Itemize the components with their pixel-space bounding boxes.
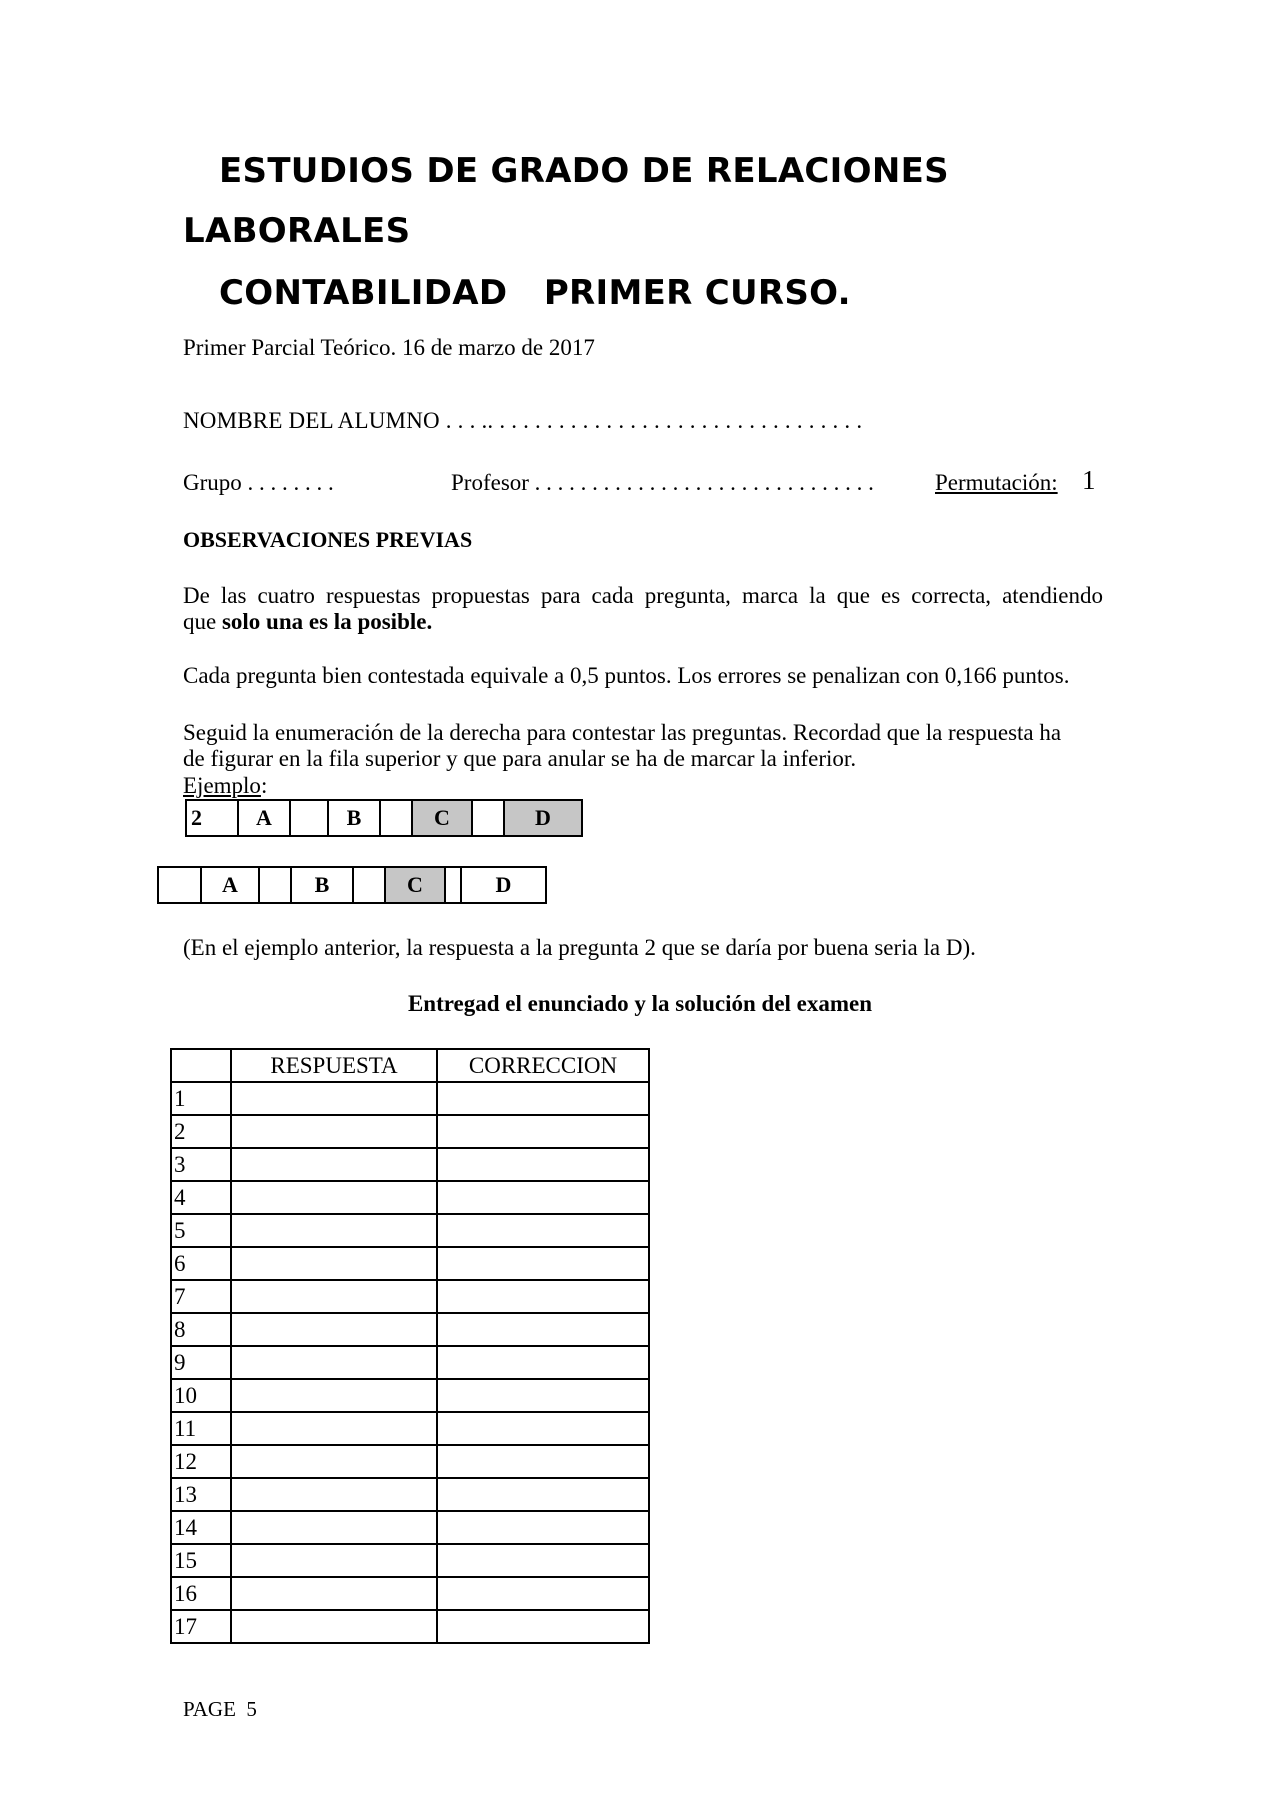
answer-header-correccion: CORRECCION: [437, 1049, 649, 1082]
question-number: 1: [171, 1082, 231, 1115]
table-row: [171, 1412, 649, 1445]
table-row: [171, 1247, 649, 1280]
question-number: 10: [171, 1379, 231, 1412]
answer-cell[interactable]: [231, 1247, 437, 1280]
group-field: Grupo . . . . . . . .: [183, 470, 334, 495]
correction-cell: [437, 1214, 649, 1247]
example-label: [183, 773, 267, 799]
question-number: 9: [171, 1346, 231, 1379]
example-cancel-number: [158, 867, 201, 903]
answer-table: [170, 1048, 650, 1644]
question-number: 8: [171, 1313, 231, 1346]
answer-cell[interactable]: [231, 1082, 437, 1115]
title-line-2: LABORALES: [183, 211, 411, 251]
answer-cell[interactable]: [231, 1445, 437, 1478]
title-line-1: ESTUDIOS DE GRADO DE RELACIONES: [219, 151, 949, 191]
question-number: 6: [171, 1247, 231, 1280]
correction-cell: [437, 1445, 649, 1478]
table-row: [171, 1346, 649, 1379]
observation-1-line-2: [183, 609, 432, 635]
table-row: [171, 1511, 649, 1544]
observation-2: Cada pregunta bien contestada equivale a 0,5 puntos. Los errores se penalizan con 0,166 puntos.: [183, 663, 1070, 688]
example-option-c: C: [412, 800, 472, 836]
correction-cell: [437, 1379, 649, 1412]
answer-cell[interactable]: [231, 1181, 437, 1214]
answer-cell[interactable]: [231, 1511, 437, 1544]
correction-cell: [437, 1478, 649, 1511]
table-row: [171, 1313, 649, 1346]
table-row: [171, 1115, 649, 1148]
page-number: PAGE 5: [183, 1697, 257, 1721]
table-row: [171, 1445, 649, 1478]
observations-heading: OBSERVACIONES PREVIAS: [183, 527, 473, 552]
answer-table-header: [171, 1049, 649, 1082]
answer-header-respuesta: RESPUESTA: [231, 1049, 437, 1082]
correction-cell: [437, 1148, 649, 1181]
example-cancel-row: [157, 866, 547, 904]
correction-cell: [437, 1082, 649, 1115]
question-number: 12: [171, 1445, 231, 1478]
table-row: [171, 1082, 649, 1115]
example-cancel-option-a: A: [201, 867, 259, 903]
question-number: 7: [171, 1280, 231, 1313]
correction-cell: [437, 1412, 649, 1445]
answer-cell[interactable]: [231, 1214, 437, 1247]
example-cancel-box-a: [259, 867, 291, 903]
correction-cell: [437, 1181, 649, 1214]
example-label-text: Ejemplo: [183, 773, 261, 798]
table-row: [171, 1280, 649, 1313]
correction-cell: [437, 1115, 649, 1148]
professor-field: Profesor . . . . . . . . . . . . . . . . . . . . . . . . . . . . . .: [451, 470, 874, 495]
correction-cell: [437, 1511, 649, 1544]
table-row: [171, 1610, 649, 1643]
answer-cell[interactable]: [231, 1610, 437, 1643]
permutation-label-text: Permutación:: [935, 470, 1058, 495]
question-number: 3: [171, 1148, 231, 1181]
example-cancel-box-b: [353, 867, 385, 903]
question-number: 4: [171, 1181, 231, 1214]
correction-cell: [437, 1313, 649, 1346]
question-number: 16: [171, 1577, 231, 1610]
table-row: [171, 1379, 649, 1412]
example-cancel-box-c: [445, 867, 461, 903]
question-number: 11: [171, 1412, 231, 1445]
correction-cell: [437, 1544, 649, 1577]
observation-1-prefix: que: [183, 609, 222, 634]
table-row: [171, 1148, 649, 1181]
table-row: [171, 1214, 649, 1247]
correction-cell: [437, 1247, 649, 1280]
permutation-label: [935, 470, 1058, 496]
question-number: 5: [171, 1214, 231, 1247]
example-cancel-option-d: D: [461, 867, 546, 903]
observation-1-emphasis: solo una es la posible.: [221, 609, 433, 634]
table-row: [171, 1478, 649, 1511]
example-box-b: [380, 800, 412, 836]
answer-cell[interactable]: [231, 1412, 437, 1445]
observation-3-line-2: de figurar en la fila superior y que para anular se ha de marcar la inferior.: [183, 746, 857, 771]
example-option-b: B: [328, 800, 380, 836]
observation-3-line-1: Seguid la enumeración de la derecha para contestar las preguntas. Recordad que la respuesta ha: [183, 720, 1062, 745]
answer-cell[interactable]: [231, 1577, 437, 1610]
example-option-d: D: [504, 800, 582, 836]
example-box-a: [290, 800, 328, 836]
example-label-colon: :: [260, 773, 268, 798]
example-note: (En el ejemplo anterior, la respuesta a la pregunta 2 que se daría por buena seria la D).: [183, 935, 976, 960]
answer-header-number: [171, 1049, 231, 1082]
example-cancel-option-c: C: [385, 867, 445, 903]
answer-cell[interactable]: [231, 1478, 437, 1511]
answer-cell[interactable]: [231, 1115, 437, 1148]
answer-cell[interactable]: [231, 1148, 437, 1181]
answer-cell[interactable]: [231, 1544, 437, 1577]
question-number: 17: [171, 1610, 231, 1643]
example-option-a: A: [238, 800, 290, 836]
permutation-value: 1: [1082, 465, 1096, 495]
correction-cell: [437, 1346, 649, 1379]
student-name-field: NOMBRE DEL ALUMNO . . . .. . . . . . . . . . . . . . . . . . . . . . . . . . . . . . . .: [183, 408, 863, 433]
example-cancel-option-b: B: [291, 867, 353, 903]
table-row: [171, 1181, 649, 1214]
question-number: 2: [171, 1115, 231, 1148]
question-number: 13: [171, 1478, 231, 1511]
question-number: 14: [171, 1511, 231, 1544]
submission-instruction: Entregad el enunciado y la solución del examen: [407, 991, 873, 1016]
example-question-number: 2: [186, 800, 238, 836]
correction-cell: [437, 1577, 649, 1610]
answer-cell[interactable]: [231, 1280, 437, 1313]
table-row: [171, 1544, 649, 1577]
answer-cell[interactable]: [231, 1313, 437, 1346]
example-answer-row: [185, 799, 583, 837]
exam-subtitle: Primer Parcial Teórico. 16 de marzo de 2017: [183, 335, 595, 360]
answer-cell[interactable]: [231, 1379, 437, 1412]
example-box-c: [472, 800, 504, 836]
table-row: [171, 1577, 649, 1610]
correction-cell: [437, 1610, 649, 1643]
title-line-3: CONTABILIDAD PRIMER CURSO.: [219, 273, 851, 313]
answer-cell[interactable]: [231, 1346, 437, 1379]
correction-cell: [437, 1280, 649, 1313]
observation-1-line-1: De las cuatro respuestas propuestas para cada pregunta, marca la que es correcta, atendiendo: [183, 583, 1103, 608]
question-number: 15: [171, 1544, 231, 1577]
